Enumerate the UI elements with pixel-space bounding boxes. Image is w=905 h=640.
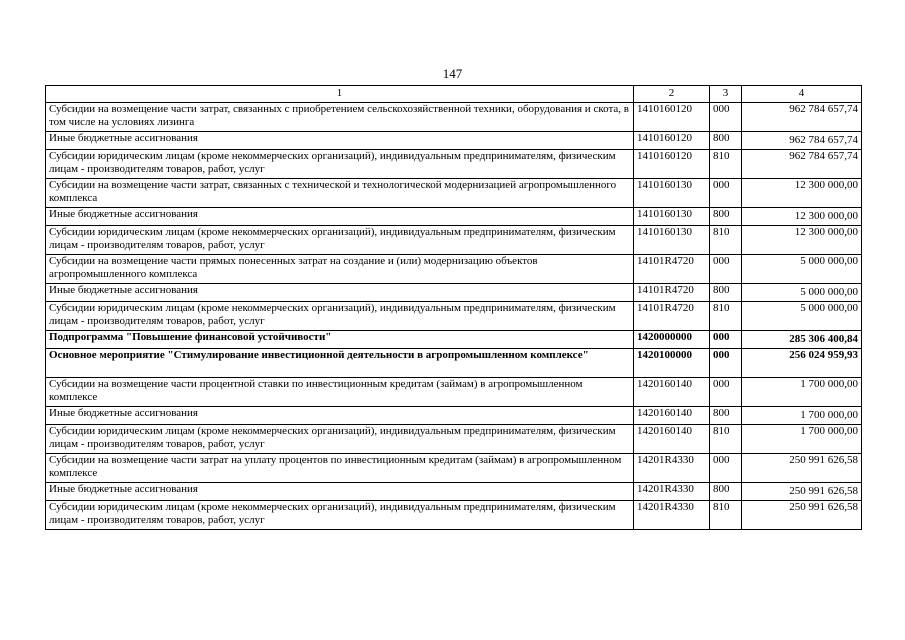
row-amount: 962 784 657,74 bbox=[742, 103, 862, 132]
row-amount: 250 991 626,58 bbox=[742, 454, 862, 483]
row-amount: 5 000 000,00 bbox=[742, 284, 862, 302]
target-article-code: 14201R4330 bbox=[634, 454, 710, 483]
table-row bbox=[46, 349, 862, 378]
table-row bbox=[46, 501, 862, 530]
table-row bbox=[46, 483, 862, 501]
table-row bbox=[46, 454, 862, 483]
row-amount: 256 024 959,93 bbox=[742, 349, 862, 378]
row-description: Иные бюджетные ассигнования bbox=[46, 284, 634, 302]
table-row bbox=[46, 302, 862, 331]
target-article-code: 14201R4330 bbox=[634, 501, 710, 530]
expense-type-code: 000 bbox=[710, 179, 742, 208]
target-article-code: 1410160120 bbox=[634, 150, 710, 179]
target-article-code: 1420160140 bbox=[634, 378, 710, 407]
row-description: Субсидии юридическим лицам (кроме некоммерческих организаций), индивидуальным предпринимателям, физическим лицам - производителям товаров, работ, услуг bbox=[46, 226, 634, 255]
row-amount: 5 000 000,00 bbox=[742, 302, 862, 331]
row-amount: 285 306 400,84 bbox=[742, 331, 862, 349]
table-row bbox=[46, 103, 862, 132]
expense-type-code: 000 bbox=[710, 331, 742, 349]
target-article-code: 14101R4720 bbox=[634, 284, 710, 302]
row-description: Иные бюджетные ассигнования bbox=[46, 407, 634, 425]
column-header-3: 3 bbox=[710, 86, 742, 103]
target-article-code: 1420160140 bbox=[634, 407, 710, 425]
row-amount: 962 784 657,74 bbox=[742, 150, 862, 179]
row-description: Субсидии юридическим лицам (кроме некоммерческих организаций), индивидуальным предпринимателям, физическим лицам - производителям товаров, работ, услуг bbox=[46, 150, 634, 179]
table-row bbox=[46, 378, 862, 407]
table-header-row bbox=[46, 86, 862, 103]
column-header-1: 1 bbox=[46, 86, 634, 103]
table-row bbox=[46, 208, 862, 226]
table-row bbox=[46, 331, 862, 349]
column-header-4: 4 bbox=[742, 86, 862, 103]
target-article-code: 1420100000 bbox=[634, 349, 710, 378]
expense-type-code: 810 bbox=[710, 501, 742, 530]
expense-type-code: 810 bbox=[710, 302, 742, 331]
target-article-code: 1410160120 bbox=[634, 132, 710, 150]
target-article-code: 14101R4720 bbox=[634, 302, 710, 331]
expense-type-code: 800 bbox=[710, 284, 742, 302]
expense-type-code: 810 bbox=[710, 425, 742, 454]
row-amount: 250 991 626,58 bbox=[742, 501, 862, 530]
row-amount: 12 300 000,00 bbox=[742, 226, 862, 255]
expense-type-code: 000 bbox=[710, 454, 742, 483]
row-description: Подпрограмма "Повышение финансовой устойчивости" bbox=[46, 331, 634, 349]
target-article-code: 1410160130 bbox=[634, 226, 710, 255]
column-header-2: 2 bbox=[634, 86, 710, 103]
row-description: Субсидии на возмещение части процентной ставки по инвестиционным кредитам (займам) в агропромышленном комплексе bbox=[46, 378, 634, 407]
row-amount: 1 700 000,00 bbox=[742, 407, 862, 425]
target-article-code: 1420000000 bbox=[634, 331, 710, 349]
expense-type-code: 800 bbox=[710, 407, 742, 425]
table-row bbox=[46, 284, 862, 302]
row-description: Иные бюджетные ассигнования bbox=[46, 208, 634, 226]
target-article-code: 1410160130 bbox=[634, 208, 710, 226]
expense-type-code: 000 bbox=[710, 103, 742, 132]
expense-type-code: 000 bbox=[710, 378, 742, 407]
expense-type-code: 000 bbox=[710, 349, 742, 378]
expense-type-code: 800 bbox=[710, 483, 742, 501]
target-article-code: 14201R4330 bbox=[634, 483, 710, 501]
target-article-code: 1410160130 bbox=[634, 179, 710, 208]
row-description: Иные бюджетные ассигнования bbox=[46, 483, 634, 501]
expense-type-code: 810 bbox=[710, 226, 742, 255]
row-description: Основное мероприятие "Стимулирование инвестиционной деятельности в агропромышленном комплексе" bbox=[46, 349, 634, 378]
row-description: Иные бюджетные ассигнования bbox=[46, 132, 634, 150]
row-amount: 12 300 000,00 bbox=[742, 179, 862, 208]
row-amount: 5 000 000,00 bbox=[742, 255, 862, 284]
row-description: Субсидии на возмещение части затрат, связанных с технической и технологической модернизацией агропромышленного комплекса bbox=[46, 179, 634, 208]
table-row bbox=[46, 226, 862, 255]
expense-type-code: 000 bbox=[710, 255, 742, 284]
expense-type-code: 800 bbox=[710, 208, 742, 226]
row-description: Субсидии юридическим лицам (кроме некоммерческих организаций), индивидуальным предпринимателям, физическим лицам - производителям товаров, работ, услуг bbox=[46, 302, 634, 331]
table-row bbox=[46, 132, 862, 150]
target-article-code: 1410160120 bbox=[634, 103, 710, 132]
table-row bbox=[46, 407, 862, 425]
row-description: Субсидии юридическим лицам (кроме некоммерческих организаций), индивидуальным предпринимателям, физическим лицам - производителям товаров, работ, услуг bbox=[46, 501, 634, 530]
row-amount: 962 784 657,74 bbox=[742, 132, 862, 150]
table-row bbox=[46, 179, 862, 208]
expense-type-code: 810 bbox=[710, 150, 742, 179]
row-amount: 12 300 000,00 bbox=[742, 208, 862, 226]
row-description: Субсидии на возмещение части прямых понесенных затрат на создание и (или) модернизацию объектов агропромышленного комплекса bbox=[46, 255, 634, 284]
row-description: Субсидии юридическим лицам (кроме некоммерческих организаций), индивидуальным предпринимателям, физическим лицам - производителям товаров, работ, услуг bbox=[46, 425, 634, 454]
table-row bbox=[46, 255, 862, 284]
target-article-code: 14101R4720 bbox=[634, 255, 710, 284]
page-number: 147 bbox=[442, 66, 463, 81]
row-description: Субсидии на возмещение части затрат на уплату процентов по инвестиционным кредитам (займам) в агропромышленном комплексе bbox=[46, 454, 634, 483]
expense-type-code: 800 bbox=[710, 132, 742, 150]
table-body bbox=[46, 103, 862, 530]
budget-table bbox=[45, 85, 862, 530]
row-amount: 1 700 000,00 bbox=[742, 378, 862, 407]
row-amount: 1 700 000,00 bbox=[742, 425, 862, 454]
target-article-code: 1420160140 bbox=[634, 425, 710, 454]
row-amount: 250 991 626,58 bbox=[742, 483, 862, 501]
table-row bbox=[46, 150, 862, 179]
table-row bbox=[46, 425, 862, 454]
row-description: Субсидии на возмещение части затрат, связанных с приобретением сельскохозяйственной техники, оборудования и скота, в том числе на условиях лизинга bbox=[46, 103, 634, 132]
